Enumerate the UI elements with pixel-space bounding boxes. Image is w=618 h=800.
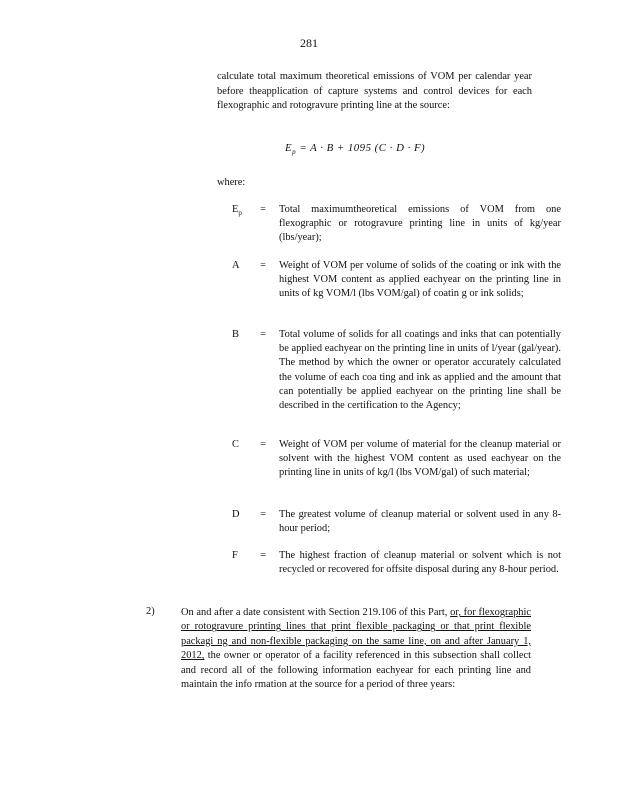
emissions-formula <box>285 142 425 156</box>
page-number: 281 <box>300 36 318 50</box>
definition-text: Total maximumtheoretical emissions of VOM from one flexographic or rotogravure printing line in units of kg/year (lbs/year); <box>279 204 561 244</box>
formula-lhs-subscript: p <box>292 148 297 157</box>
definition-text: The highest fraction of cleanup material or solvent which is not recycled or recovered for offsite disposal during any 8-hour period. <box>279 550 561 576</box>
definition-equals: = <box>260 550 266 561</box>
definition-equals: = <box>260 509 266 520</box>
formula-lhs: E <box>285 142 293 154</box>
definition-symbol: B <box>232 329 239 340</box>
where-label: where: <box>217 177 246 188</box>
definition-symbol: D <box>232 509 240 520</box>
definition-text: Total volume of solids for all coatings and inks that can potentially be applied eachyear on the printing line in units of l/year (gal/year). The method by which the owner or operator accurately calculated the volume of each coa ting and ink as applied and the amount that can potentially be applied eachyear on the printing line shall be described in the certification to the Agency; <box>279 329 561 412</box>
definition-equals: = <box>260 260 266 271</box>
definition-equals: = <box>260 329 266 340</box>
item-paragraph <box>181 606 531 692</box>
definition-equals: = <box>260 204 266 215</box>
item-text-start: On and after a date consistent with Section 219.106 of this Part, <box>181 607 448 618</box>
definition-equals: = <box>260 439 266 450</box>
intro-paragraph: calculate total maximum theoretical emissions of VOM per calendar year before theapplication of capture systems and control devices for each flexographic and rotogravure printing line at the source: <box>217 71 532 112</box>
definition-symbol: F <box>232 550 238 561</box>
definition-symbol: $E_p$ <box>232 204 242 218</box>
item-text-end: the owner or operator of a facility referenced in this subsection shall collect and record all of the following information eachyear for each printing line and maintain the info rmation at the source for a period of three years: <box>181 650 531 691</box>
definition-text: Weight of VOM per volume of material for the cleanup material or solvent with the highest VOM content as used eachyear on the printing line in units of kg/l (lbs VOM/gal) of such material; <box>279 439 561 479</box>
definition-text: Weight of VOM per volume of solids of the coating or ink with the highest VOM content as applied eachyear on the printing line in units of kg VOM/l (lbs VOM/gal) of coatin g or ink solids; <box>279 260 561 300</box>
item-text-inserted: or, for flexographic or rotogravure printing lines that print flexible packaging or that print flexible packagi ng and non-flexible packaging on the same line, on and after January 1, 2012, <box>181 607 531 662</box>
definition-text: The greatest volume of cleanup material or solvent used in any 8-hour period; <box>279 509 561 535</box>
formula-rhs: = A · B + 1095 (C · D · F) <box>299 142 426 154</box>
item-number: 2) <box>146 606 155 617</box>
definition-symbol: A <box>232 260 240 271</box>
definition-symbol: C <box>232 439 239 450</box>
